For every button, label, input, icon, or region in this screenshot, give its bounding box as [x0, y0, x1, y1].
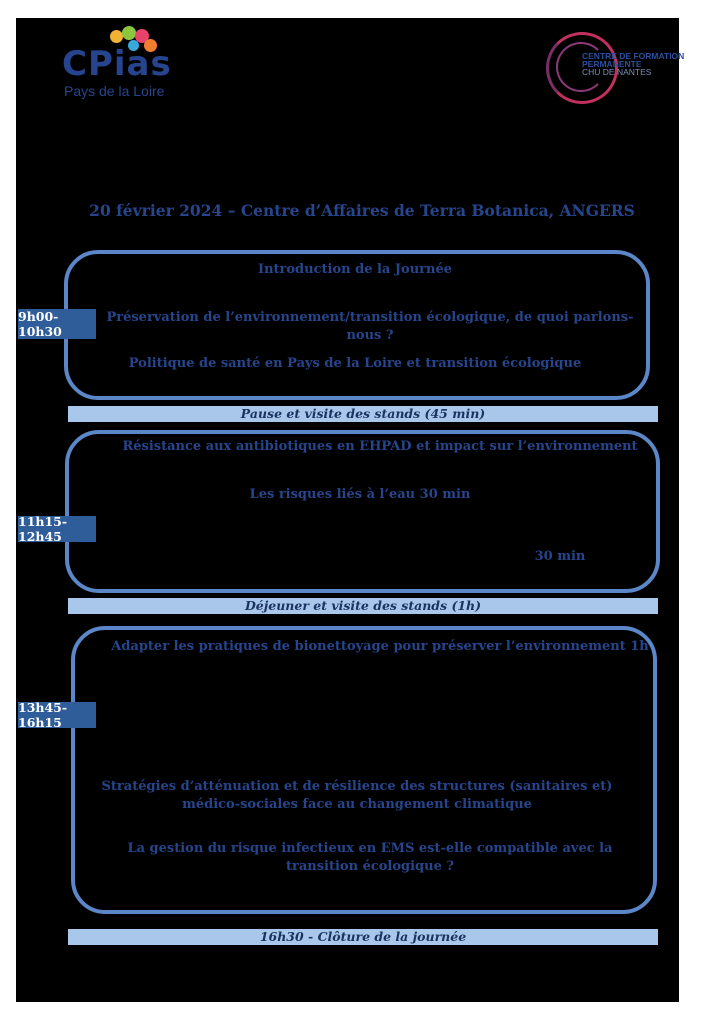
chu-logo-line1: CENTRE DE FORMATION [582, 51, 685, 61]
session-2-item-3: 30 min [534, 549, 586, 564]
session-1-item-3: Politique de santé en Pays de la Loire et transition écologique [128, 356, 582, 371]
chu-nantes-logo [542, 30, 685, 104]
logo-dot-green [122, 26, 136, 40]
session-3-item-3: La gestion du risque infectieux en EMS est-elle compatible avec la transition écologique ? [127, 841, 613, 874]
session-3-item-2: Stratégies d’atténuation et de résilience des structures (sanitaires et) médico-sociales face au changement climatique [101, 779, 613, 812]
session-3-item-1: Adapter les pratiques de bionettoyage pour préserver l’environnement 1h [111, 639, 649, 654]
session-1-time-tag: 9h00-10h30 [18, 309, 96, 339]
break-bar-2: Déjeuner et visite des stands (1h) [68, 598, 658, 614]
session-2-item-1: Résistance aux antibiotiques en EHPAD et impact sur l’environnement [122, 439, 638, 454]
session-2-time-tag: 11h15-12h45 [18, 516, 96, 542]
chu-logo-line3: CHU DE NANTES [582, 67, 652, 77]
session-2-item-2: Les risques liés à l’eau 30 min [249, 487, 471, 502]
chu-logo-text [582, 52, 684, 76]
chu-logo-line2: PERMANENTE [582, 59, 642, 69]
break-bar-1: Pause et visite des stands (45 min) [68, 406, 658, 422]
session-1-item-1: Introduction de la Journée [258, 262, 452, 277]
closing-bar: 16h30 - Clôture de la journée [68, 929, 658, 945]
event-headline: 20 février 2024 – Centre d’Affaires de Terra Botanica, ANGERS [89, 201, 635, 220]
session-3-time-tag: 13h45-16h15 [18, 702, 96, 728]
cpias-region: Pays de la Loire [64, 83, 165, 99]
session-1-item-2: Préservation de l’environnement/transition écologique, de quoi parlons-nous ? [106, 310, 634, 343]
cpias-wordmark: CPias [62, 44, 172, 84]
